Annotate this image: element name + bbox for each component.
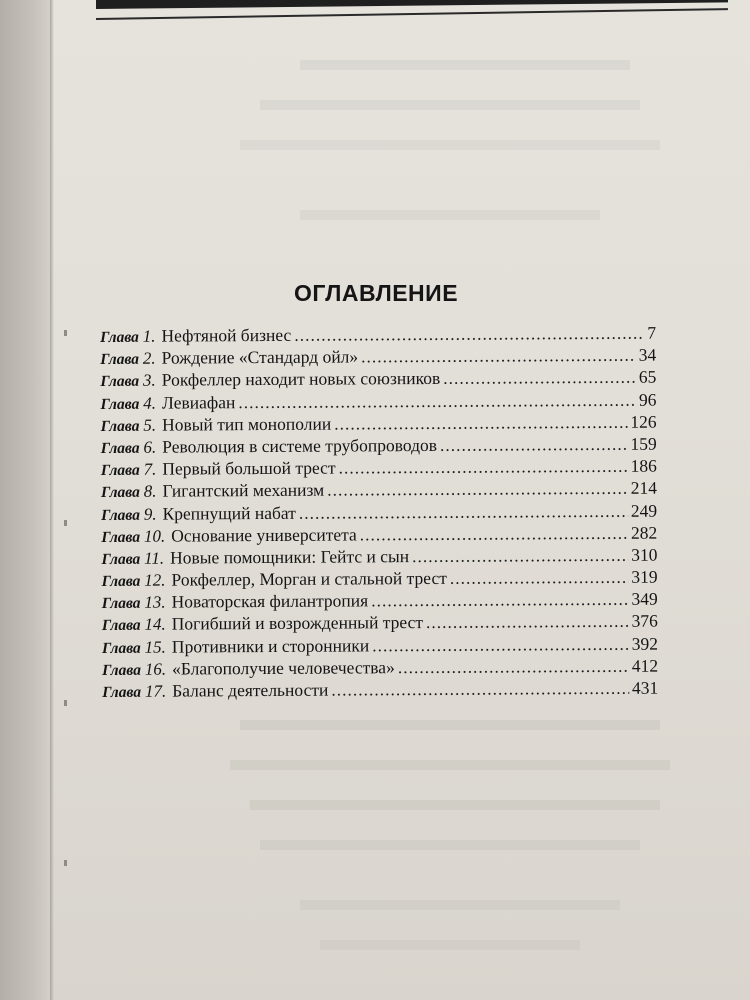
dot-leader bbox=[327, 478, 628, 501]
chapter-number: 10. bbox=[143, 526, 166, 546]
chapter-title: Рокфеллер находит новых союзников bbox=[161, 368, 441, 390]
chapter-number: 2. bbox=[142, 348, 156, 368]
chapter-number: 14. bbox=[144, 615, 166, 635]
page-number: 412 bbox=[631, 655, 659, 676]
chapter-prefix: Глава bbox=[100, 439, 140, 457]
chapter-title: Основание университета bbox=[171, 524, 357, 546]
chapter-title: Противники и сторонники bbox=[171, 634, 370, 657]
bleed-through-line bbox=[240, 720, 660, 730]
page-number: 349 bbox=[631, 588, 658, 610]
dot-leader bbox=[412, 545, 628, 567]
chapter-label bbox=[101, 438, 157, 458]
page-number: 159 bbox=[630, 433, 657, 454]
chapter-title: Революция в системе трубопроводов bbox=[162, 434, 438, 457]
chapter-number: 11. bbox=[144, 548, 165, 568]
chapter-title: Нефтяной бизнес bbox=[161, 324, 292, 346]
bleed-through-line bbox=[230, 760, 670, 770]
chapter-number: 15. bbox=[144, 637, 166, 657]
page-number: 310 bbox=[631, 544, 658, 565]
page-number: 126 bbox=[630, 411, 657, 432]
dot-leader bbox=[294, 323, 644, 346]
dot-leader bbox=[372, 633, 629, 656]
dot-leader bbox=[331, 678, 629, 701]
chapter-prefix: Глава bbox=[101, 639, 141, 657]
chapter-number: 6. bbox=[143, 437, 157, 457]
chapter-number: 5. bbox=[143, 415, 157, 435]
page-number: 376 bbox=[631, 611, 658, 632]
chapter-prefix: Глава bbox=[101, 617, 141, 635]
bleed-through-line bbox=[300, 900, 620, 910]
chapter-prefix: Глава bbox=[100, 373, 140, 391]
page-edge bbox=[50, 0, 54, 1000]
dot-leader bbox=[426, 611, 629, 633]
dot-leader bbox=[299, 500, 628, 523]
binding-stitch bbox=[64, 330, 67, 336]
chapter-number: 3. bbox=[142, 371, 156, 391]
chapter-title: Крепнущий набат bbox=[162, 502, 296, 524]
dot-leader bbox=[440, 434, 628, 456]
chapter-number: 7. bbox=[143, 459, 157, 479]
chapter-prefix: Глава bbox=[101, 572, 141, 591]
dot-leader bbox=[443, 367, 636, 389]
dot-leader bbox=[360, 522, 628, 545]
bleed-through-line bbox=[240, 140, 660, 150]
chapter-label bbox=[102, 637, 166, 657]
chapter-prefix: Глава bbox=[101, 550, 141, 568]
binding-stitch bbox=[64, 520, 67, 526]
dot-leader bbox=[450, 567, 629, 589]
chapter-number: 12. bbox=[144, 570, 166, 590]
chapter-title: Новый тип монополии bbox=[161, 413, 332, 435]
chapter-number: 9. bbox=[143, 504, 157, 524]
chapter-label bbox=[101, 526, 165, 546]
chapter-prefix: Глава bbox=[100, 350, 140, 369]
toc-entry bbox=[102, 678, 658, 704]
chapter-number: 1. bbox=[142, 326, 156, 346]
chapter-number: 16. bbox=[144, 659, 167, 679]
chapter-prefix: Глава bbox=[100, 328, 139, 346]
chapter-title: Погибший и возрожденный трест bbox=[171, 612, 424, 635]
page-number: 34 bbox=[638, 344, 657, 365]
bleed-through-line bbox=[320, 940, 580, 950]
dot-leader bbox=[398, 656, 629, 678]
page-number: 392 bbox=[631, 633, 659, 654]
page-number: 7 bbox=[647, 322, 657, 343]
dot-leader bbox=[371, 589, 628, 612]
chapter-title: Рождение «Стандард ойл» bbox=[161, 346, 359, 368]
dot-leader bbox=[361, 345, 636, 368]
chapter-label bbox=[100, 371, 156, 391]
chapter-label bbox=[101, 571, 165, 591]
page-number: 282 bbox=[630, 522, 658, 543]
page-number: 249 bbox=[630, 500, 658, 521]
chapter-number: 4. bbox=[143, 393, 156, 413]
page-number: 186 bbox=[630, 455, 657, 476]
chapter-title: Первый большой трест bbox=[162, 457, 336, 479]
dot-leader bbox=[238, 389, 636, 412]
chapter-prefix: Глава bbox=[100, 461, 140, 480]
binding-stitch bbox=[64, 700, 67, 706]
chapter-label bbox=[100, 393, 156, 413]
page-number: 65 bbox=[638, 366, 657, 388]
binding-stitch bbox=[64, 860, 67, 866]
chapter-number: 8. bbox=[143, 481, 157, 502]
bleed-through-line bbox=[300, 210, 600, 220]
chapter-label bbox=[101, 460, 157, 480]
chapter-label bbox=[101, 482, 157, 502]
chapter-number: 17. bbox=[144, 681, 167, 701]
dot-leader bbox=[338, 456, 627, 479]
chapter-label bbox=[101, 504, 157, 524]
bleed-through-line bbox=[250, 800, 660, 810]
toc-title: ОГЛАВЛЕНИЕ bbox=[293, 280, 459, 306]
chapter-label bbox=[100, 349, 156, 369]
chapter-title: «Благополучие человечества» bbox=[171, 657, 395, 679]
chapter-title: Новые помощники: Гейтс и сын bbox=[170, 545, 410, 568]
chapter-prefix: Глава bbox=[101, 595, 141, 613]
chapter-title: Новаторская филантропия bbox=[171, 590, 369, 612]
dot-leader bbox=[334, 412, 627, 435]
chapter-label bbox=[102, 593, 166, 613]
chapter-title: Рокфеллер, Морган и стальной трест bbox=[171, 567, 447, 590]
page-number: 319 bbox=[631, 566, 658, 587]
chapter-title: Гигантский механизм bbox=[162, 479, 325, 501]
chapter-prefix: Глава bbox=[102, 683, 142, 701]
chapter-title: Баланс деятельности bbox=[172, 679, 329, 701]
chapter-label bbox=[101, 548, 164, 568]
chapter-prefix: Глава bbox=[102, 661, 141, 679]
page-number: 431 bbox=[631, 677, 659, 698]
page-number: 214 bbox=[630, 477, 658, 499]
table-of-contents bbox=[100, 323, 658, 704]
page-number: 96 bbox=[638, 389, 657, 410]
chapter-label bbox=[102, 659, 166, 679]
chapter-prefix: Глава bbox=[100, 417, 140, 435]
chapter-prefix: Глава bbox=[101, 506, 141, 524]
chapter-number: 13. bbox=[144, 592, 166, 612]
chapter-label bbox=[100, 327, 156, 347]
chapter-prefix: Глава bbox=[100, 395, 140, 413]
bleed-through-line bbox=[300, 60, 630, 70]
chapter-label bbox=[101, 415, 157, 435]
chapter-prefix: Глава bbox=[100, 484, 140, 502]
bleed-through-line bbox=[260, 100, 640, 110]
chapter-label bbox=[102, 615, 166, 635]
chapter-title: Левиафан bbox=[161, 391, 236, 413]
chapter-label bbox=[102, 682, 166, 702]
chapter-prefix: Глава bbox=[101, 528, 141, 546]
bleed-through-line bbox=[260, 840, 640, 850]
